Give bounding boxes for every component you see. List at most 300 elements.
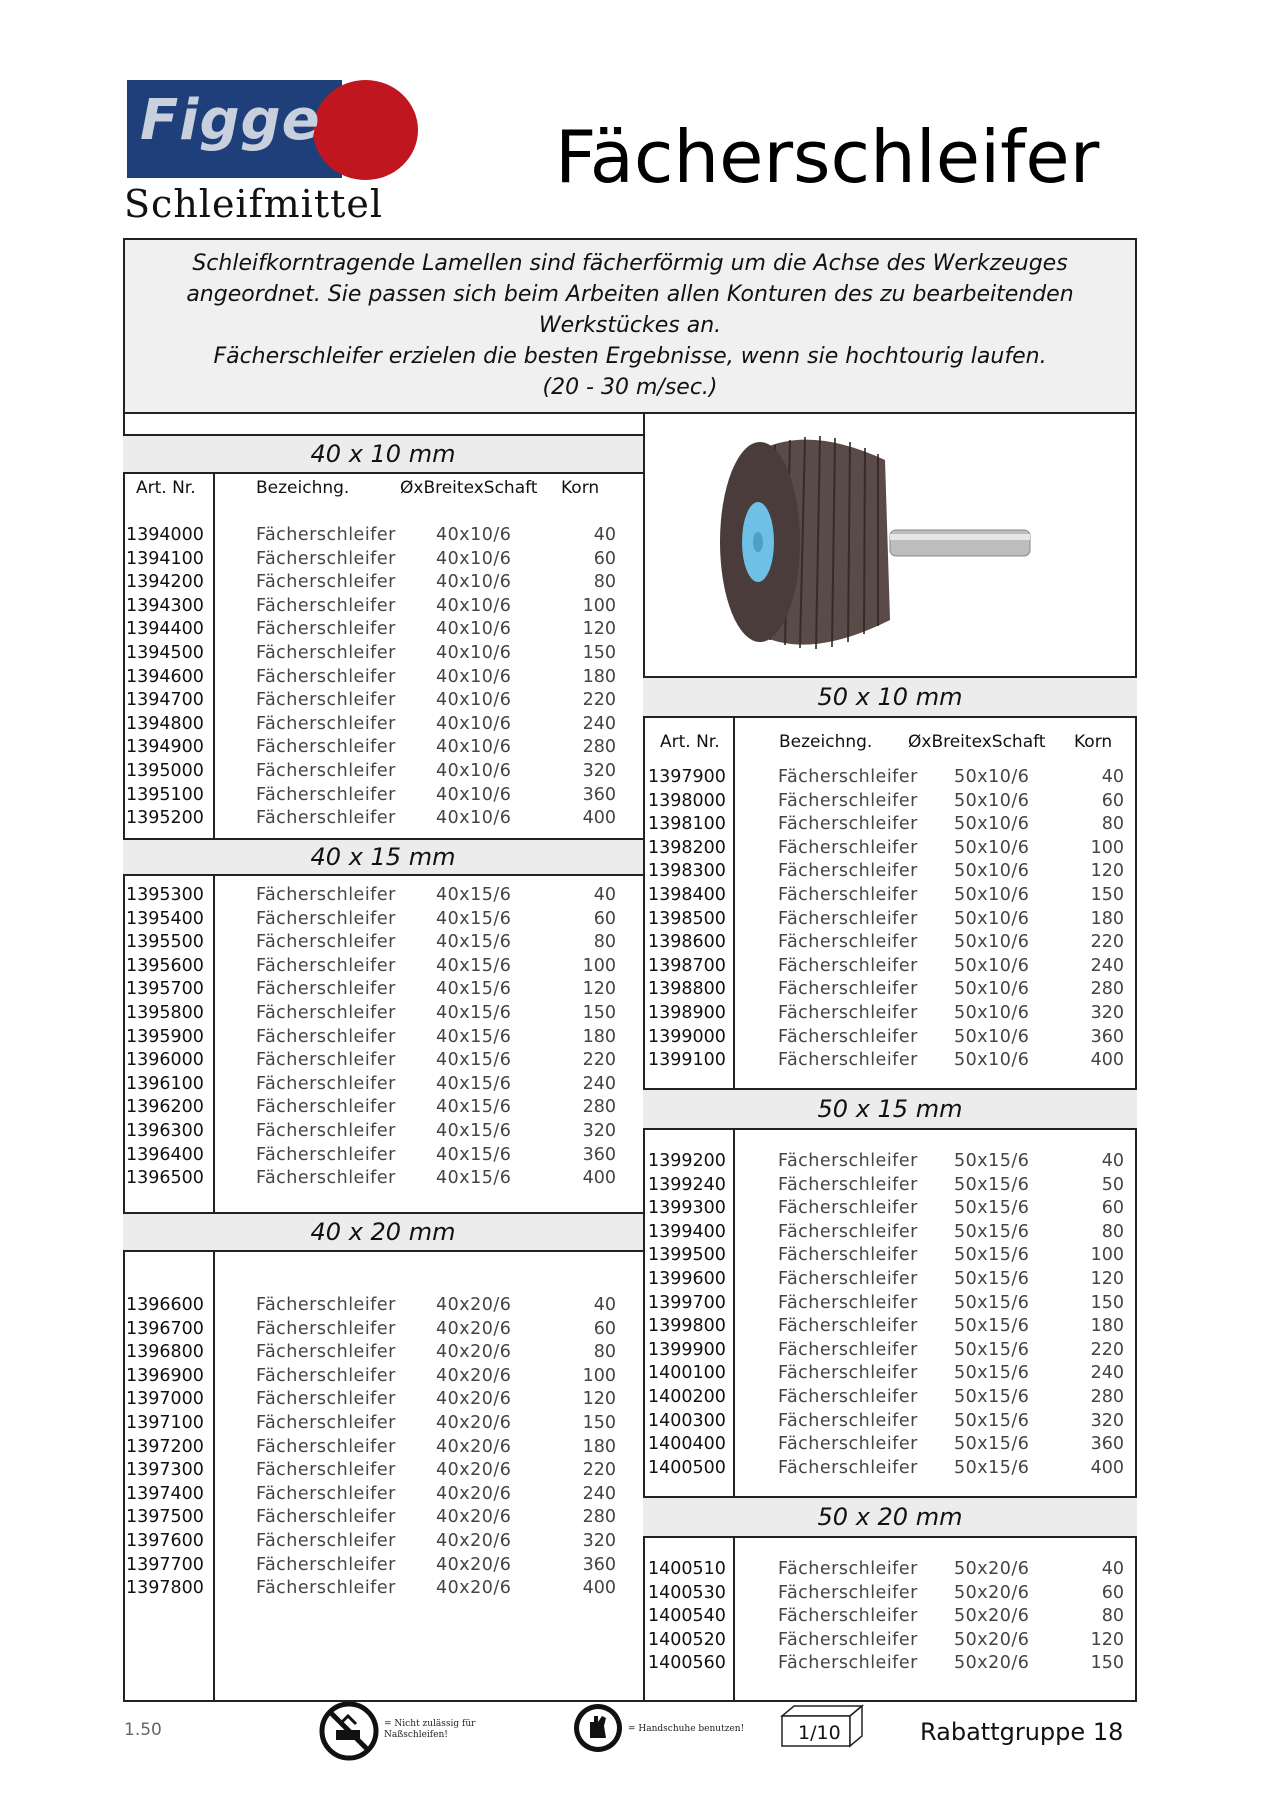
grit: 220 bbox=[582, 690, 616, 711]
article-number: 1399600 bbox=[648, 1268, 726, 1289]
dimensions: 40x20/6 bbox=[436, 1295, 512, 1315]
article-number: 1399700 bbox=[648, 1292, 726, 1313]
page-number: 1.50 bbox=[124, 1720, 162, 1740]
product-name: Fächerschleifer bbox=[256, 666, 396, 687]
intro-line: Werkstückes an. bbox=[538, 313, 722, 338]
section-header-50x10 bbox=[643, 676, 1137, 718]
dimensions: 40x20/6 bbox=[436, 1578, 512, 1599]
dimensions: 40x10/6 bbox=[436, 737, 512, 758]
table-row bbox=[126, 642, 641, 666]
dimensions: 50x15/6 bbox=[954, 1410, 1030, 1431]
grit: 40 bbox=[1101, 1151, 1124, 1171]
grit: 100 bbox=[1090, 837, 1124, 858]
table-row bbox=[648, 1582, 1133, 1606]
article-number: 1394100 bbox=[126, 548, 204, 569]
dimensions: 40x20/6 bbox=[436, 1507, 512, 1528]
article-number: 1394200 bbox=[126, 572, 204, 593]
grit: 180 bbox=[582, 1026, 616, 1047]
table-row bbox=[126, 713, 641, 737]
col-header-dim: ØxBreitexSchaft bbox=[400, 478, 538, 498]
grit: 360 bbox=[582, 1144, 616, 1165]
article-number: 1398100 bbox=[648, 814, 726, 835]
article-number: 1395300 bbox=[126, 885, 204, 905]
dimensions: 50x15/6 bbox=[954, 1198, 1030, 1219]
table-row bbox=[648, 1150, 1133, 1174]
article-number: 1395500 bbox=[126, 932, 204, 953]
article-number: 1394700 bbox=[126, 690, 204, 711]
article-number: 1400540 bbox=[648, 1606, 726, 1627]
article-number: 1399500 bbox=[648, 1245, 726, 1266]
product-name: Fächerschleifer bbox=[256, 1483, 396, 1504]
logo-circle bbox=[313, 80, 418, 180]
grit: 80 bbox=[1101, 1221, 1124, 1242]
grit: 280 bbox=[582, 1507, 616, 1528]
section-title: 40 x 15 mm bbox=[310, 843, 456, 871]
product-name: Fächerschleifer bbox=[778, 1292, 918, 1313]
dimensions: 40x10/6 bbox=[436, 690, 512, 711]
dimensions: 40x10/6 bbox=[436, 666, 512, 687]
product-name: Fächerschleifer bbox=[778, 1629, 918, 1650]
grit: 120 bbox=[1090, 861, 1124, 882]
table-40x20 bbox=[126, 1294, 641, 1601]
dimensions: 40x15/6 bbox=[436, 1073, 512, 1094]
article-number: 1400510 bbox=[648, 1559, 726, 1579]
dimensions: 40x15/6 bbox=[436, 1097, 512, 1118]
dimensions: 50x10/6 bbox=[954, 1026, 1030, 1047]
intro-box bbox=[123, 238, 1137, 414]
product-name: Fächerschleifer bbox=[778, 1363, 918, 1384]
dimensions: 50x20/6 bbox=[954, 1606, 1030, 1627]
dimensions: 40x20/6 bbox=[436, 1436, 512, 1457]
product-name: Fächerschleifer bbox=[256, 1578, 396, 1599]
table-row bbox=[126, 618, 641, 642]
dimensions: 40x20/6 bbox=[436, 1412, 512, 1433]
table-row bbox=[126, 1167, 641, 1191]
table-row bbox=[648, 1605, 1133, 1629]
no-wet-grinding-icon bbox=[318, 1700, 380, 1762]
dimensions: 50x15/6 bbox=[954, 1457, 1030, 1478]
grit: 400 bbox=[582, 1578, 616, 1599]
section-title: 40 x 10 mm bbox=[310, 440, 456, 468]
article-number: 1395200 bbox=[126, 808, 204, 829]
article-number: 1396000 bbox=[126, 1050, 204, 1071]
grit: 150 bbox=[582, 642, 616, 663]
product-name: Fächerschleifer bbox=[778, 1386, 918, 1407]
grit: 320 bbox=[582, 1120, 616, 1141]
article-number: 1395000 bbox=[126, 760, 204, 781]
product-name: Fächerschleifer bbox=[256, 572, 396, 593]
product-name: Fächerschleifer bbox=[778, 1410, 918, 1431]
product-name: Fächerschleifer bbox=[778, 1606, 918, 1627]
product-name: Fächerschleifer bbox=[256, 737, 396, 758]
package-label: 1/10 bbox=[798, 1722, 841, 1744]
product-name: Fächerschleifer bbox=[256, 1389, 396, 1410]
dimensions: 40x20/6 bbox=[436, 1554, 512, 1575]
table-row bbox=[648, 1558, 1133, 1582]
article-number: 1397300 bbox=[126, 1460, 204, 1481]
grit: 60 bbox=[1101, 1582, 1124, 1603]
col-header-korn: Korn bbox=[1074, 732, 1113, 752]
grit: 320 bbox=[582, 1530, 616, 1551]
article-number: 1396100 bbox=[126, 1073, 204, 1094]
article-number: 1396900 bbox=[126, 1365, 204, 1386]
grit: 100 bbox=[582, 595, 616, 616]
product-name: Fächerschleifer bbox=[778, 884, 918, 905]
article-number: 1394300 bbox=[126, 595, 204, 616]
dimensions: 40x15/6 bbox=[436, 979, 512, 1000]
grit: 120 bbox=[1090, 1629, 1124, 1650]
dimensions: 40x20/6 bbox=[436, 1318, 512, 1339]
product-name: Fächerschleifer bbox=[256, 525, 396, 545]
grit: 100 bbox=[582, 955, 616, 976]
product-name: Fächerschleifer bbox=[778, 908, 918, 929]
table-row bbox=[126, 1412, 641, 1436]
product-name: Fächerschleifer bbox=[778, 1151, 918, 1171]
table-row bbox=[648, 1433, 1133, 1457]
col-header-name: Bezeichng. bbox=[256, 478, 350, 498]
grit: 80 bbox=[593, 932, 616, 953]
table-40x15 bbox=[126, 884, 641, 1191]
article-number: 1394600 bbox=[126, 666, 204, 687]
product-name: Fächerschleifer bbox=[256, 1026, 396, 1047]
grit: 50 bbox=[1101, 1174, 1124, 1195]
dimensions: 50x15/6 bbox=[954, 1363, 1030, 1384]
table-row bbox=[126, 1483, 641, 1507]
table-row bbox=[648, 1629, 1133, 1653]
article-number: 1395700 bbox=[126, 979, 204, 1000]
product-name: Fächerschleifer bbox=[778, 979, 918, 1000]
grit: 150 bbox=[1090, 1653, 1124, 1674]
grit: 400 bbox=[1090, 1050, 1124, 1071]
table-row bbox=[126, 1341, 641, 1365]
dimensions: 50x15/6 bbox=[954, 1268, 1030, 1289]
table-row bbox=[648, 1197, 1133, 1221]
table-row bbox=[126, 955, 641, 979]
article-number: 1399100 bbox=[648, 1050, 726, 1071]
dimensions: 50x20/6 bbox=[954, 1653, 1030, 1674]
dimensions: 40x10/6 bbox=[436, 642, 512, 663]
product-name: Fächerschleifer bbox=[256, 1002, 396, 1023]
dimensions: 40x10/6 bbox=[436, 619, 512, 640]
grit: 120 bbox=[582, 1389, 616, 1410]
grit: 100 bbox=[1090, 1245, 1124, 1266]
grit: 120 bbox=[582, 619, 616, 640]
article-number: 1395600 bbox=[126, 955, 204, 976]
table-row bbox=[126, 908, 641, 932]
intro-line: Schleifkorntragende Lamellen sind fächerförmig um die Achse des Werkzeuges bbox=[192, 251, 1068, 276]
table-row bbox=[126, 1365, 641, 1389]
dimensions: 50x15/6 bbox=[954, 1386, 1030, 1407]
dimensions: 50x10/6 bbox=[954, 1002, 1030, 1023]
table-row bbox=[648, 1339, 1133, 1363]
col-header-name: Bezeichng. bbox=[779, 732, 873, 752]
grit: 360 bbox=[582, 1554, 616, 1575]
grit: 60 bbox=[593, 908, 616, 929]
dimensions: 50x10/6 bbox=[954, 790, 1030, 811]
grit: 280 bbox=[582, 1097, 616, 1118]
dimensions: 40x15/6 bbox=[436, 1026, 512, 1047]
grit: 60 bbox=[593, 1318, 616, 1339]
article-number: 1398000 bbox=[648, 790, 726, 811]
article-number: 1396300 bbox=[126, 1120, 204, 1141]
table-row bbox=[648, 978, 1133, 1002]
product-name: Fächerschleifer bbox=[778, 1582, 918, 1603]
article-number: 1398300 bbox=[648, 861, 726, 882]
dimensions: 50x15/6 bbox=[954, 1339, 1030, 1360]
product-name: Fächerschleifer bbox=[778, 861, 918, 882]
table-border-left bbox=[123, 412, 125, 1702]
table-row bbox=[648, 1002, 1133, 1026]
product-name: Fächerschleifer bbox=[778, 1002, 918, 1023]
product-name: Fächerschleifer bbox=[256, 1507, 396, 1528]
table-row bbox=[648, 1244, 1133, 1268]
table-row bbox=[648, 1362, 1133, 1386]
product-name: Fächerschleifer bbox=[778, 790, 918, 811]
grit: 40 bbox=[593, 1295, 616, 1315]
product-name: Fächerschleifer bbox=[256, 1097, 396, 1118]
gloves-icon bbox=[572, 1702, 624, 1754]
section-header-40x20 bbox=[123, 1212, 643, 1252]
article-number: 1400560 bbox=[648, 1653, 726, 1674]
article-number: 1395100 bbox=[126, 784, 204, 805]
dimensions: 40x10/6 bbox=[436, 760, 512, 781]
article-number: 1394400 bbox=[126, 619, 204, 640]
product-name: Fächerschleifer bbox=[256, 1365, 396, 1386]
table-row bbox=[648, 1315, 1133, 1339]
intro-line: Fächerschleifer erzielen die besten Ergebnisse, wenn sie hochtourig laufen. bbox=[213, 344, 1047, 369]
col-header-art: Art. Nr. bbox=[136, 478, 196, 498]
article-number: 1396500 bbox=[126, 1168, 204, 1189]
table-50x10 bbox=[648, 766, 1133, 1073]
article-number: 1397100 bbox=[126, 1412, 204, 1433]
table-row bbox=[126, 1049, 641, 1073]
table-row bbox=[648, 1410, 1133, 1434]
grit: 240 bbox=[1090, 1363, 1124, 1384]
dimensions: 40x15/6 bbox=[436, 885, 512, 905]
article-number: 1400520 bbox=[648, 1629, 726, 1650]
grit: 240 bbox=[582, 713, 616, 734]
note-wet-grinding bbox=[384, 1719, 475, 1741]
grit: 280 bbox=[582, 737, 616, 758]
product-name: Fächerschleifer bbox=[778, 1434, 918, 1455]
grit: 220 bbox=[582, 1050, 616, 1071]
table-row bbox=[126, 689, 641, 713]
product-name: Fächerschleifer bbox=[256, 595, 396, 616]
grit: 180 bbox=[1090, 908, 1124, 929]
grit: 220 bbox=[582, 1460, 616, 1481]
dimensions: 40x10/6 bbox=[436, 548, 512, 569]
product-name: Fächerschleifer bbox=[256, 784, 396, 805]
product-name: Fächerschleifer bbox=[778, 767, 918, 787]
section-title: 40 x 20 mm bbox=[310, 1218, 456, 1246]
dimensions: 40x20/6 bbox=[436, 1530, 512, 1551]
article-number: 1395800 bbox=[126, 1002, 204, 1023]
product-name: Fächerschleifer bbox=[256, 760, 396, 781]
article-number: 1400400 bbox=[648, 1434, 726, 1455]
dimensions: 40x10/6 bbox=[436, 713, 512, 734]
note-line: Naßschleifen! bbox=[384, 1730, 448, 1740]
grit: 280 bbox=[1090, 979, 1124, 1000]
product-name: Fächerschleifer bbox=[256, 1436, 396, 1457]
product-name: Fächerschleifer bbox=[778, 1268, 918, 1289]
dimensions: 40x10/6 bbox=[436, 784, 512, 805]
product-name: Fächerschleifer bbox=[778, 1198, 918, 1219]
grit: 150 bbox=[582, 1412, 616, 1433]
article-number: 1400200 bbox=[648, 1386, 726, 1407]
dimensions: 50x10/6 bbox=[954, 837, 1030, 858]
section-title: 50 x 10 mm bbox=[817, 683, 963, 711]
table-row bbox=[126, 548, 641, 572]
article-number: 1394000 bbox=[126, 525, 204, 545]
product-name: Fächerschleifer bbox=[778, 1245, 918, 1266]
dimensions: 50x15/6 bbox=[954, 1151, 1030, 1171]
discount-group bbox=[920, 1718, 1123, 1746]
table-row bbox=[126, 666, 641, 690]
product-name: Fächerschleifer bbox=[256, 1412, 396, 1433]
table-row bbox=[648, 766, 1133, 790]
article-number: 1397400 bbox=[126, 1483, 204, 1504]
article-number: 1398700 bbox=[648, 955, 726, 976]
product-name: Fächerschleifer bbox=[256, 955, 396, 976]
dimensions: 50x15/6 bbox=[954, 1174, 1030, 1195]
table-row bbox=[648, 931, 1133, 955]
article-number: 1399900 bbox=[648, 1339, 726, 1360]
table-row bbox=[126, 1577, 641, 1601]
table-border-bottom bbox=[123, 1700, 1137, 1702]
note-gloves: = Handschuhe benutzen! bbox=[628, 1724, 745, 1734]
article-number: 1397800 bbox=[126, 1578, 204, 1599]
grit: 40 bbox=[593, 885, 616, 905]
article-number: 1397200 bbox=[126, 1436, 204, 1457]
grit: 150 bbox=[582, 1002, 616, 1023]
product-name: Fächerschleifer bbox=[256, 619, 396, 640]
table-row bbox=[648, 908, 1133, 932]
table-row bbox=[648, 837, 1133, 861]
col-header-art: Art. Nr. bbox=[660, 732, 720, 752]
table-row bbox=[126, 571, 641, 595]
grit: 320 bbox=[582, 760, 616, 781]
product-name: Fächerschleifer bbox=[778, 1221, 918, 1242]
product-name: Fächerschleifer bbox=[778, 814, 918, 835]
article-number: 1400500 bbox=[648, 1457, 726, 1478]
product-name: Fächerschleifer bbox=[256, 548, 396, 569]
table-row bbox=[648, 1292, 1133, 1316]
product-image bbox=[640, 420, 1050, 660]
grit: 320 bbox=[1090, 1410, 1124, 1431]
dimensions: 50x20/6 bbox=[954, 1559, 1030, 1579]
dimensions: 50x10/6 bbox=[954, 979, 1030, 1000]
table-row bbox=[126, 1554, 641, 1578]
grit: 100 bbox=[582, 1365, 616, 1386]
article-number: 1400100 bbox=[648, 1363, 726, 1384]
product-name: Fächerschleifer bbox=[256, 1050, 396, 1071]
section-header-40x15 bbox=[123, 838, 643, 876]
dimensions: 40x15/6 bbox=[436, 908, 512, 929]
discount-label: Rabattgruppe bbox=[920, 1718, 1086, 1746]
product-name: Fächerschleifer bbox=[778, 837, 918, 858]
article-number: 1400530 bbox=[648, 1582, 726, 1603]
table-row bbox=[648, 1049, 1133, 1073]
grit: 80 bbox=[593, 572, 616, 593]
product-name: Fächerschleifer bbox=[256, 690, 396, 711]
article-number: 1398500 bbox=[648, 908, 726, 929]
col-header-korn: Korn bbox=[561, 478, 600, 498]
grit: 40 bbox=[593, 525, 616, 545]
dimensions: 40x15/6 bbox=[436, 955, 512, 976]
table-row bbox=[126, 1073, 641, 1097]
product-name: Fächerschleifer bbox=[778, 1050, 918, 1071]
dimensions: 40x15/6 bbox=[436, 1120, 512, 1141]
grit: 220 bbox=[1090, 932, 1124, 953]
table-row bbox=[648, 955, 1133, 979]
grit: 220 bbox=[1090, 1339, 1124, 1360]
product-name: Fächerschleifer bbox=[256, 1554, 396, 1575]
table-row bbox=[648, 1268, 1133, 1292]
dimensions: 50x10/6 bbox=[954, 767, 1030, 787]
table-row bbox=[648, 860, 1133, 884]
section-title: 50 x 15 mm bbox=[817, 1095, 963, 1123]
table-row bbox=[126, 1120, 641, 1144]
grit: 320 bbox=[1090, 1002, 1124, 1023]
grit: 80 bbox=[1101, 1606, 1124, 1627]
grit: 150 bbox=[1090, 884, 1124, 905]
article-number: 1399300 bbox=[648, 1198, 726, 1219]
dimensions: 50x15/6 bbox=[954, 1292, 1030, 1313]
product-name: Fächerschleifer bbox=[256, 642, 396, 663]
dimensions: 50x10/6 bbox=[954, 908, 1030, 929]
dimensions: 50x15/6 bbox=[954, 1434, 1030, 1455]
grit: 180 bbox=[582, 1436, 616, 1457]
article-number: 1396200 bbox=[126, 1097, 204, 1118]
article-number: 1399200 bbox=[648, 1151, 726, 1171]
dimensions: 40x15/6 bbox=[436, 932, 512, 953]
grit: 180 bbox=[582, 666, 616, 687]
article-number: 1398600 bbox=[648, 932, 726, 953]
col-header-dim: ØxBreitexSchaft bbox=[908, 732, 1046, 752]
grit: 80 bbox=[593, 1342, 616, 1363]
product-name: Fächerschleifer bbox=[256, 932, 396, 953]
table-row bbox=[126, 1294, 641, 1318]
table-row bbox=[126, 1388, 641, 1412]
table-row bbox=[126, 1096, 641, 1120]
article-number: 1395900 bbox=[126, 1026, 204, 1047]
dimensions: 40x20/6 bbox=[436, 1365, 512, 1386]
table-row bbox=[648, 884, 1133, 908]
dimensions: 40x20/6 bbox=[436, 1389, 512, 1410]
product-name: Fächerschleifer bbox=[256, 713, 396, 734]
product-name: Fächerschleifer bbox=[256, 1073, 396, 1094]
product-name: Fächerschleifer bbox=[256, 1295, 396, 1315]
table-row bbox=[126, 884, 641, 908]
table-row bbox=[126, 931, 641, 955]
article-number: 1397000 bbox=[126, 1389, 204, 1410]
intro-line: (20 - 30 m/sec.) bbox=[542, 375, 718, 400]
article-number: 1399240 bbox=[648, 1174, 726, 1195]
dimensions: 50x20/6 bbox=[954, 1629, 1030, 1650]
product-name: Fächerschleifer bbox=[256, 1460, 396, 1481]
product-name: Fächerschleifer bbox=[778, 932, 918, 953]
product-name: Fächerschleifer bbox=[256, 1342, 396, 1363]
table-row bbox=[126, 1530, 641, 1554]
grit: 280 bbox=[1090, 1386, 1124, 1407]
dimensions: 50x10/6 bbox=[954, 861, 1030, 882]
table-row bbox=[126, 807, 641, 831]
grit: 360 bbox=[1090, 1026, 1124, 1047]
dimensions: 50x15/6 bbox=[954, 1316, 1030, 1337]
table-row bbox=[648, 790, 1133, 814]
product-name: Fächerschleifer bbox=[256, 908, 396, 929]
grit: 360 bbox=[1090, 1434, 1124, 1455]
